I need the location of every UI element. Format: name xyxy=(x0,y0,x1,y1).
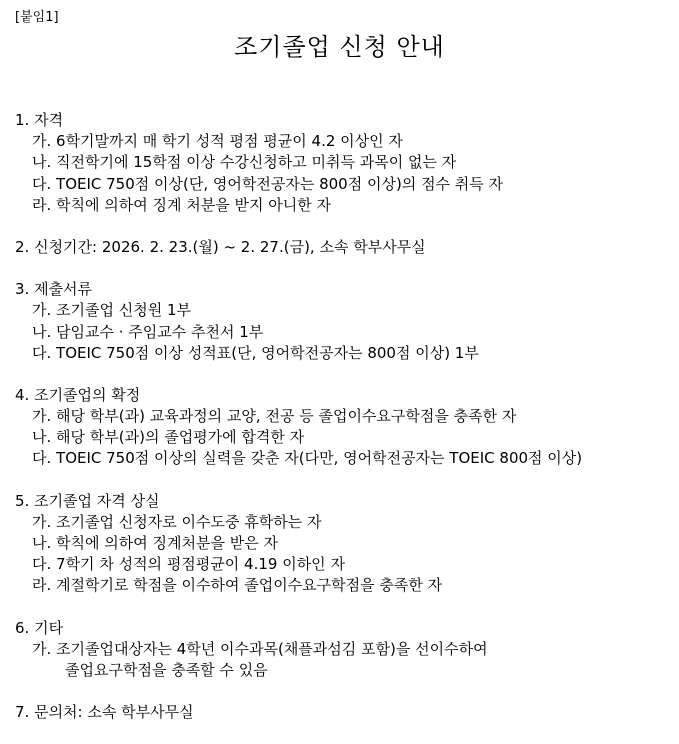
section-heading: 7. 문의처: 소속 학부사무실 xyxy=(15,703,194,722)
section-heading: 2. 신청기간: 2026. 2. 23.(월) ~ 2. 27.(금), 소속 학부사무실 xyxy=(15,237,426,256)
section-application-period xyxy=(15,237,675,258)
list-item: 다. 7학기 차 성적의 평점평균이 4.19 이하인 자 xyxy=(32,555,345,574)
list-item: 라. 학칙에 의하여 징계 처분을 받지 아니한 자 xyxy=(32,195,331,214)
list-item: 나. 해당 학부(과)의 졸업평가에 합격한 자 xyxy=(32,428,305,447)
list-item: 가. 조기졸업 신청자로 이수도중 휴학하는 자 xyxy=(32,512,322,531)
section-heading: 3. 제출서류 xyxy=(15,280,93,299)
section-heading: 4. 조기졸업의 확정 xyxy=(15,385,141,404)
section-disqualification xyxy=(15,491,675,597)
section-heading: 1. 자격 xyxy=(15,111,64,129)
section-heading: 6. 기타 xyxy=(15,618,64,637)
list-item: 다. TOEIC 750점 이상(단, 영어학전공자는 800점 이상)의 점수 취득 자 xyxy=(32,174,504,193)
section-eligibility xyxy=(15,110,675,216)
section-confirmation xyxy=(15,385,675,470)
list-item: 라. 계절학기로 학점을 이수하여 졸업이수요구학점을 충족한 자 xyxy=(32,576,443,595)
section-contact xyxy=(15,702,675,723)
list-item: 가. 조기졸업대상자는 4학년 이수과목(채플과섬김 포함)을 선이수하여 xyxy=(32,639,488,658)
list-item: 나. 직전학기에 15학점 이상 수강신청하고 미취득 과목이 없는 자 xyxy=(32,153,457,172)
section-required-documents xyxy=(15,279,675,364)
list-item: 다. TOEIC 750점 이상 성적표(단, 영어학전공자는 800점 이상) 1부 xyxy=(32,343,479,362)
list-item: 나. 학칙에 의하여 징계처분을 받은 자 xyxy=(32,534,278,552)
list-item: 가. 조기졸업 신청원 1부 xyxy=(32,301,192,320)
list-item: 나. 담임교수 · 주임교수 추천서 1부 xyxy=(32,322,264,341)
list-item: 가. 해당 학부(과) 교육과정의 교양, 전공 등 졸업이수요구학점을 충족한 자 xyxy=(32,407,517,426)
section-heading: 5. 조기졸업 자격 상실 xyxy=(15,491,160,510)
list-item: 다. TOEIC 750점 이상의 실력을 갖춘 자(다만, 영어학전공자는 TOEIC 800점 이상) xyxy=(32,449,583,468)
list-item-continuation: 졸업요구학점을 충족할 수 있음 xyxy=(65,660,268,679)
document-body xyxy=(15,110,675,744)
section-other xyxy=(15,618,675,682)
list-item: 가. 6학기말까지 매 학기 성적 평점 평균이 4.2 이상인 자 xyxy=(32,132,403,151)
page-title: 조기졸업 신청 안내 xyxy=(234,33,445,61)
attachment-label: [붙임1] xyxy=(15,10,59,25)
